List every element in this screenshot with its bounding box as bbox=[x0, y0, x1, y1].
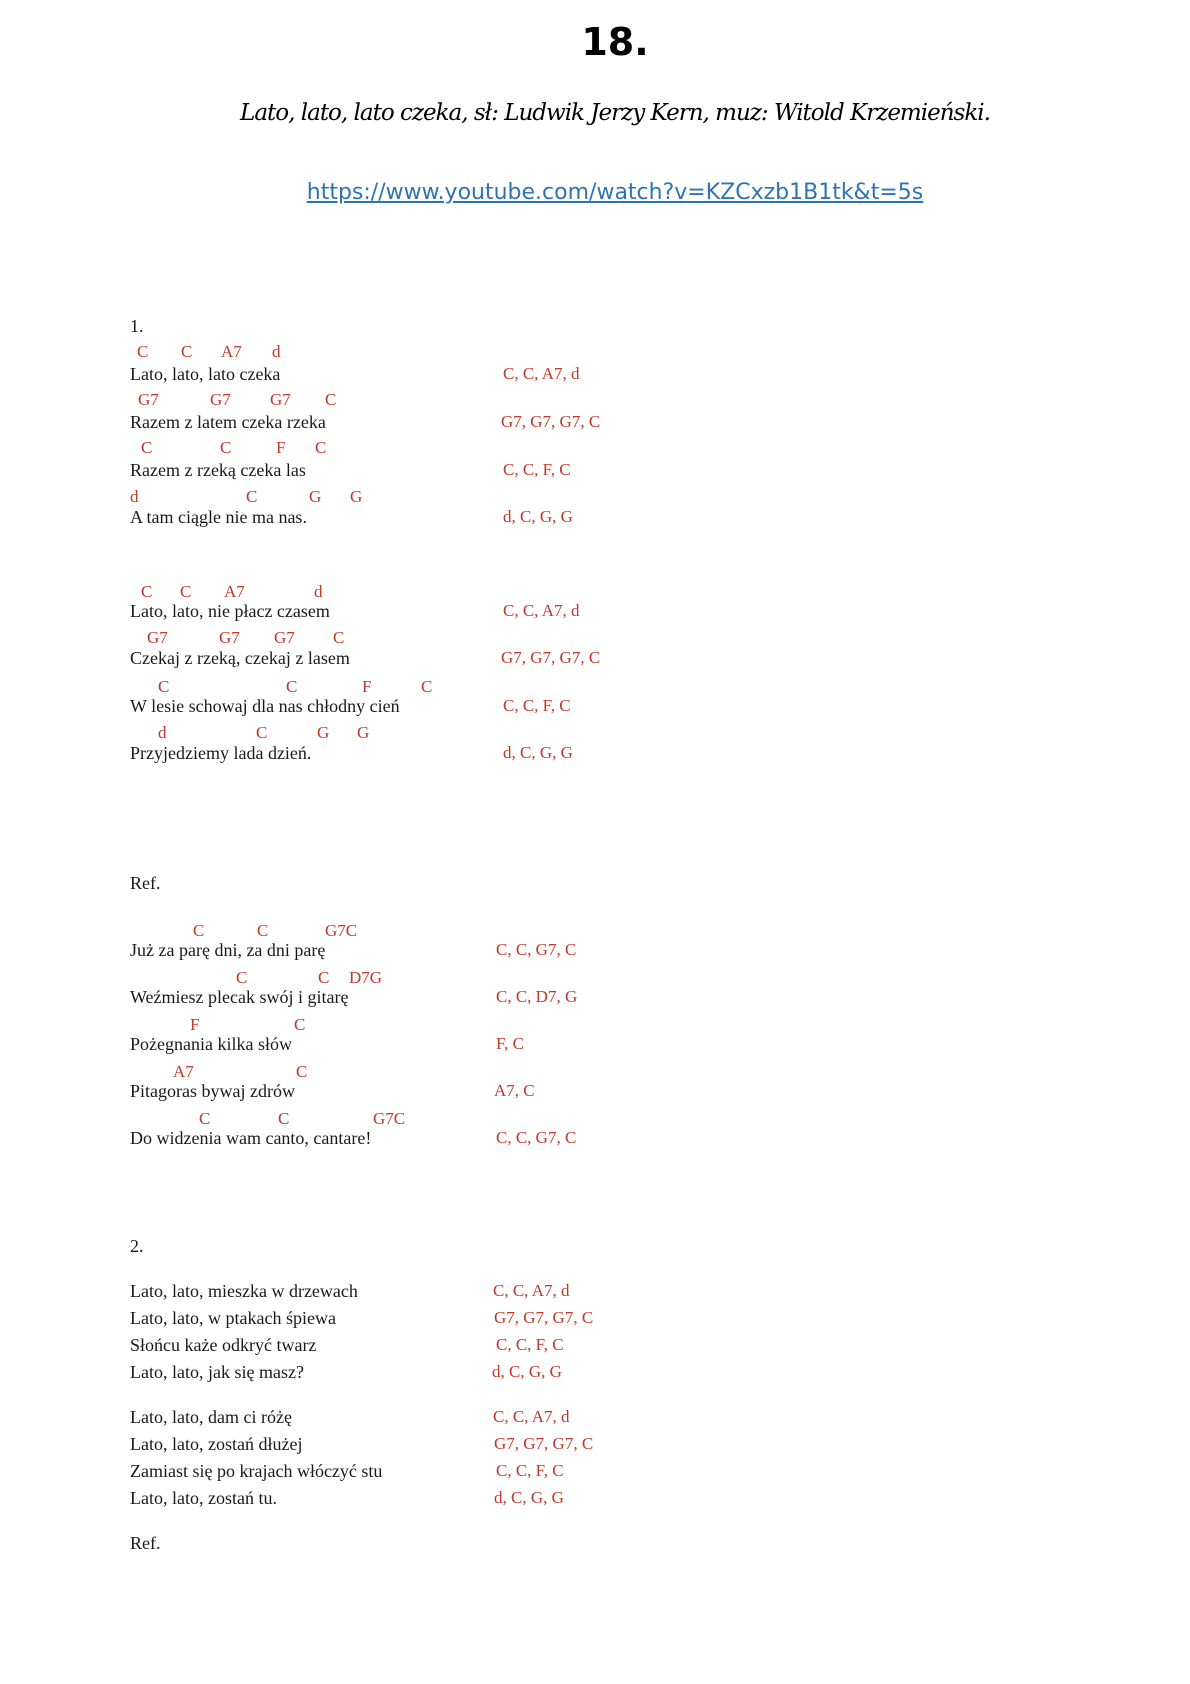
chord: C bbox=[256, 723, 268, 742]
chord: G7 bbox=[270, 390, 291, 409]
chord: d bbox=[130, 487, 139, 506]
chord: C bbox=[193, 921, 205, 940]
chord: d bbox=[314, 582, 323, 601]
lyric-line: Już za parę dni, za dni parę bbox=[130, 940, 326, 960]
chord-summary: d, C, G, G bbox=[492, 1362, 562, 1381]
chord: C bbox=[257, 921, 269, 940]
chord-summary: G7, G7, G7, C bbox=[501, 412, 601, 431]
chord: G7 bbox=[138, 390, 159, 409]
lyric-line: Weźmiesz plecak swój i gitarę bbox=[130, 987, 349, 1007]
lyric-line: Razem z rzeką czeka las bbox=[130, 460, 306, 480]
chord: C bbox=[421, 677, 433, 696]
chord: C bbox=[286, 677, 298, 696]
lyric-line: Przyjedziemy lada dzień. bbox=[130, 743, 312, 763]
chord: G7 bbox=[147, 628, 168, 647]
lyric-line: Lato, lato, lato czeka bbox=[130, 364, 281, 384]
refrain-label: Ref. bbox=[130, 1533, 161, 1553]
chord: C bbox=[141, 582, 153, 601]
chord: C bbox=[158, 677, 170, 696]
chord: G bbox=[357, 723, 370, 742]
chord-summary: C, C, G7, C bbox=[496, 940, 577, 959]
chord-summary: C, C, A7, d bbox=[503, 364, 580, 383]
chord-summary: C, C, G7, C bbox=[496, 1128, 577, 1147]
lyric-line: Lato, lato, jak się masz? bbox=[130, 1362, 304, 1382]
chord: C bbox=[315, 438, 327, 457]
song-number: 18. bbox=[581, 20, 649, 64]
lyric-line: Słońcu każe odkryć twarz bbox=[130, 1335, 317, 1355]
chord: G7 bbox=[210, 390, 231, 409]
chord: C bbox=[199, 1109, 211, 1128]
chord-summary: A7, C bbox=[494, 1081, 535, 1100]
lyric-line: Lato, lato, nie płacz czasem bbox=[130, 601, 330, 621]
lyric-line: Lato, lato, zostań tu. bbox=[130, 1488, 277, 1508]
chord-summary: d, C, G, G bbox=[494, 1488, 564, 1507]
chord-summary: C, C, A7, d bbox=[503, 601, 580, 620]
chord-summary: C, C, F, C bbox=[496, 1461, 564, 1480]
chord: C bbox=[181, 342, 193, 361]
lyric-line: Do widzenia wam canto, cantare! bbox=[130, 1128, 372, 1148]
chord: G7 bbox=[274, 628, 295, 647]
song-title: Lato, lato, lato czeka, sł: Ludwik Jerzy Kern, muz: Witold Krzemieński. bbox=[240, 100, 990, 126]
chord-summary: C, C, A7, d bbox=[493, 1281, 570, 1300]
chord: A7 bbox=[224, 582, 245, 601]
chord: G bbox=[317, 723, 330, 742]
chord: C bbox=[141, 438, 153, 457]
lyric-line: Pitagoras bywaj zdrów bbox=[130, 1081, 295, 1101]
refrain-label: Ref. bbox=[130, 873, 161, 893]
chord: C bbox=[294, 1015, 306, 1034]
chord-summary: d, C, G, G bbox=[503, 743, 573, 762]
chord-summary: G7, G7, G7, C bbox=[494, 1308, 594, 1327]
chord: F bbox=[276, 438, 286, 457]
chord: C bbox=[246, 487, 258, 506]
chord: C bbox=[180, 582, 192, 601]
chord: C bbox=[278, 1109, 290, 1128]
lyric-line: Czekaj z rzeką, czekaj z lasem bbox=[130, 648, 350, 668]
chord-summary: G7, G7, G7, C bbox=[494, 1434, 594, 1453]
chord: C bbox=[236, 968, 248, 987]
chord: d bbox=[272, 342, 281, 361]
chord-summary: C, C, F, C bbox=[503, 696, 571, 715]
chord: G7C bbox=[373, 1109, 406, 1128]
verse-1-label: 1. bbox=[130, 316, 144, 336]
verse-2-label: 2. bbox=[130, 1236, 144, 1256]
chord-summary: C, C, F, C bbox=[503, 460, 571, 479]
lyric-line: Razem z latem czeka rzeka bbox=[130, 412, 326, 432]
chord: C bbox=[325, 390, 337, 409]
chord-summary: C, C, A7, d bbox=[493, 1407, 570, 1426]
lyric-line: W lesie schowaj dla nas chłodny cień bbox=[130, 696, 400, 716]
chord: d bbox=[158, 723, 167, 742]
chord-summary: G7, G7, G7, C bbox=[501, 648, 601, 667]
chord: G7 bbox=[219, 628, 240, 647]
lyric-line: A tam ciągle nie ma nas. bbox=[130, 507, 307, 527]
chord: C bbox=[318, 968, 330, 987]
lyric-line: Pożegnania kilka słów bbox=[130, 1034, 292, 1054]
chord: F bbox=[362, 677, 372, 696]
chord: A7 bbox=[221, 342, 242, 361]
chord-summary: C, C, F, C bbox=[496, 1335, 564, 1354]
chord: C bbox=[296, 1062, 308, 1081]
chord-summary: C, C, D7, G bbox=[496, 987, 578, 1006]
chord-summary: F, C bbox=[496, 1034, 524, 1053]
lyric-line: Lato, lato, w ptakach śpiewa bbox=[130, 1308, 336, 1328]
chord-summary: d, C, G, G bbox=[503, 507, 573, 526]
lyric-line: Lato, lato, mieszka w drzewach bbox=[130, 1281, 358, 1301]
lyric-line: Lato, lato, zostań dłużej bbox=[130, 1434, 303, 1454]
lyric-line: Zamiast się po krajach włóczyć stu bbox=[130, 1461, 383, 1481]
chord: D7G bbox=[349, 968, 383, 987]
chord: F bbox=[190, 1015, 200, 1034]
chord: G bbox=[309, 487, 322, 506]
chord: C bbox=[333, 628, 345, 647]
chord: A7 bbox=[173, 1062, 194, 1081]
chord: G bbox=[350, 487, 363, 506]
lyric-line: Lato, lato, dam ci różę bbox=[130, 1407, 292, 1427]
chord: C bbox=[137, 342, 149, 361]
youtube-link[interactable]: https://www.youtube.com/watch?v=KZCxzb1B1tk&t=5s bbox=[306, 180, 924, 205]
chord: G7C bbox=[325, 921, 358, 940]
chord: C bbox=[220, 438, 232, 457]
